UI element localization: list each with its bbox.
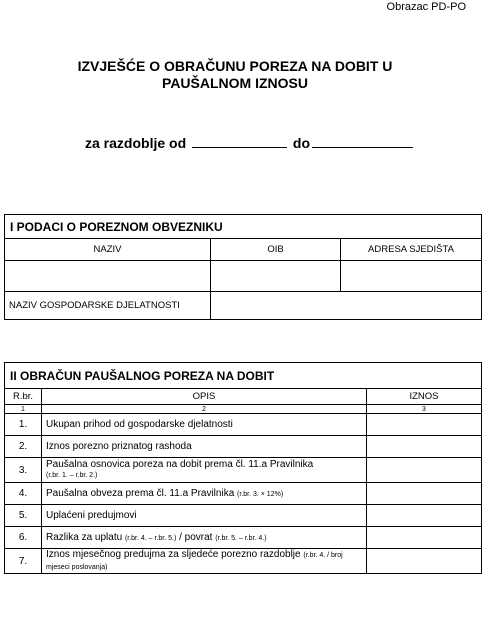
colnum-1: 1 — [5, 405, 42, 414]
row-number: 4. — [5, 483, 42, 505]
form-code: Obrazac PD-PO — [386, 1, 466, 13]
table-row — [5, 483, 482, 505]
amount-field[interactable] — [367, 549, 482, 574]
row-text: Razlika za uplatu — [46, 531, 123, 543]
row-text: Iznos mjesečnog predujma za sljedeće porezno razdoblje — [46, 549, 301, 560]
naziv-field[interactable] — [5, 261, 211, 292]
col-rbr: R.br. — [5, 389, 42, 405]
row-number: 6. — [5, 527, 42, 549]
row-note: (r.br. 4. – r.br. 5.) — [124, 534, 177, 542]
col-opis: OPIS — [42, 389, 367, 405]
colnum-2: 2 — [42, 405, 367, 414]
row-number: 5. — [5, 505, 42, 527]
amount-field[interactable] — [367, 436, 482, 458]
row-number: 2. — [5, 436, 42, 458]
row-note: (r.br. 1. – r.br. 2.) — [46, 472, 98, 479]
table-row — [5, 414, 482, 436]
row-description — [42, 483, 367, 505]
row-extra: / povrat — [179, 531, 213, 543]
amount-field[interactable] — [367, 505, 482, 527]
period-line — [85, 134, 415, 151]
table-row — [5, 505, 482, 527]
row-extra-note: (r.br. 5. – r.br. 4.) — [215, 534, 267, 542]
table-row — [5, 436, 482, 458]
row-text: Paušalna osnovica poreza na dobit prema čl. 11.a Pravilnika — [46, 459, 314, 470]
period-to-label: do — [292, 135, 311, 151]
table-row — [5, 527, 482, 549]
row-note: (r.br. 3. × 12%) — [237, 490, 284, 498]
activity-label: NAZIV GOSPODARSKE DJELATNOSTI — [5, 292, 211, 320]
table-row — [5, 458, 482, 483]
row-description — [42, 414, 367, 436]
title-line-1: IZVJEŠĆE O OBRAČUNU POREZA NA DOBIT U — [77, 58, 393, 74]
amount-field[interactable] — [367, 414, 482, 436]
document-title — [40, 58, 430, 92]
amount-field[interactable] — [367, 458, 482, 483]
period-from-field[interactable] — [192, 134, 287, 148]
col-iznos: IZNOS — [367, 389, 482, 405]
table-row — [5, 549, 482, 574]
period-from-label: za razdoblje od — [85, 135, 187, 151]
amount-field[interactable] — [367, 483, 482, 505]
activity-field[interactable] — [211, 292, 482, 320]
oib-field[interactable] — [211, 261, 341, 292]
section-2-title: II OBRAČUN PAUŠALNOG POREZA NA DOBIT — [5, 363, 482, 389]
row-text: Iznos porezno priznatog rashoda — [46, 441, 192, 452]
title-line-2: PAUŠALNOM IZNOSU — [162, 75, 308, 91]
row-description — [42, 436, 367, 458]
row-description — [42, 458, 367, 483]
taxpayer-data-table — [4, 214, 482, 320]
row-text: Ukupan prihod od gospodarske djelatnosti — [46, 419, 233, 430]
adresa-field[interactable] — [341, 261, 482, 292]
row-text: Uplaćeni predujmovi — [46, 510, 137, 521]
row-number: 7. — [5, 549, 42, 574]
row-text: Paušalna obveza prema čl. 11.a Pravilnika — [46, 487, 235, 499]
colnum-3: 3 — [367, 405, 482, 414]
section-1-title: I PODACI O POREZNOM OBVEZNIKU — [5, 215, 482, 239]
period-to-field[interactable] — [312, 134, 413, 148]
row-description — [42, 549, 367, 574]
row-note: (r.br. 4. / broj mjeseci poslovanja) — [46, 552, 343, 571]
col-oib: OIB — [211, 239, 341, 261]
amount-field[interactable] — [367, 527, 482, 549]
col-adresa: ADRESA SJEDIŠTA — [341, 239, 482, 261]
col-naziv: NAZIV — [5, 239, 211, 261]
row-description — [42, 505, 367, 527]
row-number: 3. — [5, 458, 42, 483]
row-number: 1. — [5, 414, 42, 436]
row-description — [42, 527, 367, 549]
tax-calculation-table — [4, 362, 482, 574]
